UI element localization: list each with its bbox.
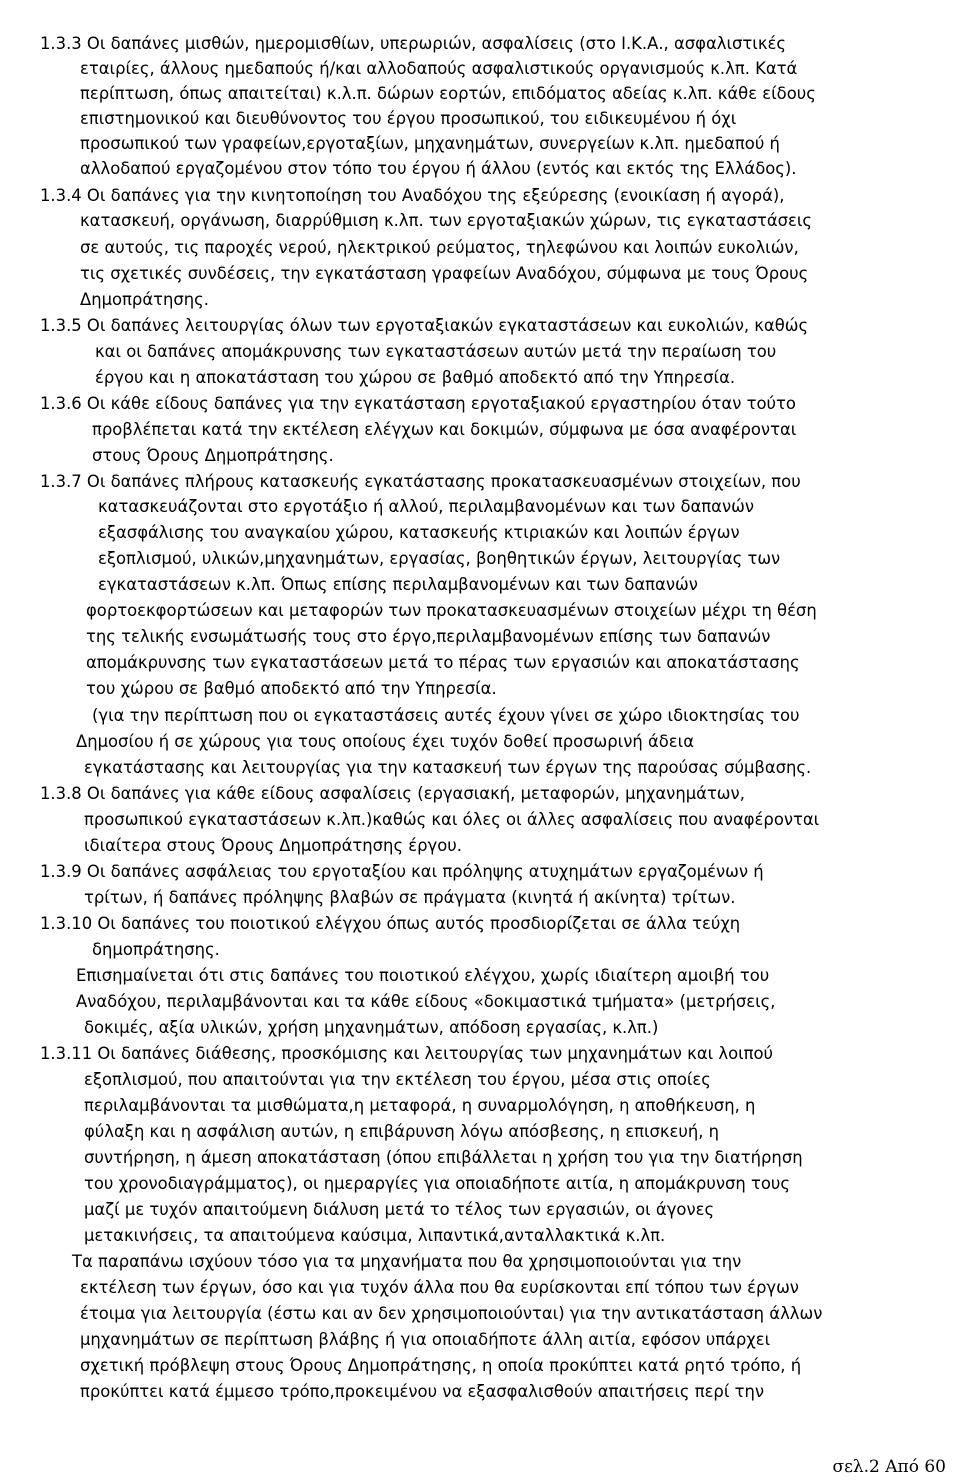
text-line: 1.3.8 Οι δαπάνες για κάθε είδους ασφαλίσεις (εργασιακή, μεταφορών, μηχανημάτων, bbox=[40, 784, 745, 803]
text-line: της τελικής ενσωμάτωσής τους στο έργο,περιλαμβανομένων επίσης των δαπανών bbox=[86, 627, 771, 646]
text-line: του χώρου σε βαθμό αποδεκτό από την Υπηρεσία. bbox=[86, 679, 497, 698]
text-line: Τα παραπάνω ισχύουν τόσο για τα μηχανήματα που θα χρησιμοποιούνται για την bbox=[72, 1252, 742, 1271]
text-line: σχετική πρόβλεψη στους Όρους Δημοπράτησης, η οποία προκύπτει κατά ρητό τρόπο, ή bbox=[80, 1356, 802, 1375]
text-line: Δημοσίου ή σε χώρους για τους οποίους έχει τυχόν δοθεί προσωρινή άδεια bbox=[76, 732, 695, 751]
text-line: επιστημονικού και διευθύνοντος του έργου προσωπικού, του ειδικευμένου ή όχι bbox=[80, 109, 737, 128]
text-line: κατασκευή, οργάνωση, διαρρύθμιση κ.λπ. των εργοταξιακών χώρων, τις εγκαταστάσεις bbox=[80, 211, 813, 230]
text-line: 1.3.10 Οι δαπάνες του ποιοτικού ελέγχου όπως αυτός προσδιορίζεται σε άλλα τεύχη bbox=[40, 914, 741, 933]
text-line: προβλέπεται κατά την εκτέλεση ελέγχων και δοκιμών, σύμφωνα με όσα αναφέρονται bbox=[92, 420, 797, 439]
text-line: του χρονοδιαγράμματος), οι ημεραργίες για οποιαδήποτε αιτία, η απομάκρυνση τους bbox=[84, 1174, 790, 1193]
text-line: μηχανημάτων σε περίπτωση βλάβης ή για οποιαδήποτε άλλη αιτία, εφόσον υπάρχει bbox=[80, 1330, 771, 1349]
text-line: προσωπικού εγκαταστάσεων κ.λπ.)καθώς και όλες οι άλλες ασφαλίσεις που αναφέρονται bbox=[84, 810, 820, 829]
text-line: 1.3.3 Οι δαπάνες μισθών, ημερομισθίων, υπερωριών, ασφαλίσεις (στο Ι.Κ.Α., ασφαλιστικές bbox=[40, 34, 786, 53]
text-line: περίπτωση, όπως απαιτείται) κ.λ.π. δώρων εορτών, επιδόματος αδείας κ.λπ. κάθε είδους bbox=[80, 84, 816, 103]
text-line: 1.3.5 Οι δαπάνες λειτουργίας όλων των εργοταξιακών εγκαταστάσεων και ευκολιών, καθώς bbox=[40, 316, 809, 335]
text-line: μετακινήσεις, τα απαιτούμενα καύσιμα, λιπαντικά,ανταλλακτικά κ.λπ. bbox=[84, 1226, 666, 1245]
text-line: έργου και η αποκατάσταση του χώρου σε βαθμό αποδεκτό από την Υπηρεσία. bbox=[95, 368, 736, 387]
text-line: εξοπλισμού, που απαιτούνται για την εκτέλεση του έργου, μέσα στις οποίες bbox=[84, 1070, 711, 1089]
text-line: ιδιαίτερα στους Όρους Δημοπράτησης έργου. bbox=[84, 836, 462, 855]
text-line: δοκιμές, αξία υλικών, χρήση μηχανημάτων, απόδοση εργασίας, κ.λπ.) bbox=[84, 1018, 659, 1037]
page-number-footer: σελ.2 Από 60 bbox=[832, 1457, 946, 1477]
text-line: Δημοπράτησης. bbox=[80, 290, 209, 309]
text-line: στους Όρους Δημοπράτησης. bbox=[92, 446, 334, 465]
text-line: εξασφάλισης του αναγκαίου χώρου, κατασκευής κτιριακών και λοιπών έργων bbox=[98, 523, 740, 542]
text-line: (για την περίπτωση που οι εγκαταστάσεις αυτές έχουν γίνει σε χώρο ιδιοκτησίας του bbox=[92, 706, 800, 725]
text-line: και οι δαπάνες απομάκρυνσης των εγκαταστάσεων αυτών μετά την περαίωση του bbox=[95, 342, 777, 361]
text-line: αλλοδαπού εργαζομένου στον τόπο του έργου ή άλλου (εντός και εκτός της Ελλάδος). bbox=[80, 159, 797, 178]
text-line: περιλαμβάνονται τα μισθώματα,η μεταφορά, η συναρμολόγηση, η αποθήκευση, η bbox=[84, 1096, 756, 1115]
text-line: 1.3.4 Οι δαπάνες για την κινητοποίηση του Αναδόχου της εξεύρεσης (ενοικίαση ή αγορά), bbox=[40, 186, 785, 205]
text-line: 1.3.9 Οι δαπάνες ασφάλειας του εργοταξίου και πρόληψης ατυχημάτων εργαζομένων ή bbox=[40, 862, 764, 881]
text-line: εκτέλεση των έργων, όσο και για τυχόν άλλα που θα ευρίσκονται επί τόπου των έργων bbox=[80, 1278, 799, 1297]
text-line: δημοπράτησης. bbox=[92, 940, 220, 959]
text-line: Αναδόχου, περιλαμβάνονται και τα κάθε είδους «δοκιμαστικά τμήματα» (μετρήσεις, bbox=[76, 992, 776, 1011]
text-line: εξοπλισμού, υλικών,μηχανημάτων, εργασίας, βοηθητικών έργων, λειτουργίας των bbox=[98, 549, 781, 568]
text-line: 1.3.7 Οι δαπάνες πλήρους κατασκευής εγκατάστασης προκατασκευασμένων στοιχείων, που bbox=[40, 472, 801, 491]
text-line: φύλαξη και η ασφάλιση αυτών, η επιβάρυνση λόγω απόσβεσης, η επισκευή, η bbox=[84, 1122, 720, 1141]
text-line: Επισημαίνεται ότι στις δαπάνες του ποιοτικού ελέγχου, χωρίς ιδιαίτερη αμοιβή του bbox=[76, 966, 770, 985]
text-line: φορτοεκφορτώσεων και μεταφορών των προκατασκευασμένων στοιχείων μέχρι τη θέση bbox=[86, 601, 817, 620]
text-line: 1.3.11 Οι δαπάνες διάθεσης, προσκόμισης και λειτουργίας των μηχανημάτων και λοιπού bbox=[40, 1044, 774, 1063]
text-line: εγκατάστασης και λειτουργίας για την κατασκευή των έργων της παρούσας σύμβασης. bbox=[84, 758, 812, 777]
text-line: εταιρίες, άλλους ημεδαπούς ή/και αλλοδαπούς ασφαλιστικούς οργανισμούς κ.λπ. Κατά bbox=[80, 59, 798, 78]
text-line: σε αυτούς, τις παροχές νερού, ηλεκτρικού ρεύματος, τηλεφώνου και λοιπών ευκολιών, bbox=[80, 238, 799, 257]
text-line: έτοιμα για λειτουργία (έστω και αν δεν χρησιμοποιούνται) για την αντικατάσταση άλλων bbox=[80, 1304, 823, 1323]
text-line: προσωπικού των γραφείων,εργοταξίων, μηχανημάτων, συνεργείων κ.λπ. ημεδαπού ή bbox=[80, 134, 780, 153]
text-line: μαζί με τυχόν απαιτούμενη διάλυση μετά το τέλος των εργασιών, οι άγονες bbox=[84, 1200, 715, 1219]
text-line: κατασκευάζονται στο εργοτάξιο ή αλλού, περιλαμβανομένων και των δαπανών bbox=[98, 497, 754, 516]
text-line: απομάκρυνσης των εγκαταστάσεων μετά το πέρας των εργασιών και αποκατάστασης bbox=[86, 653, 800, 672]
text-line: 1.3.6 Οι κάθε είδους δαπάνες για την εγκατάσταση εργοταξιακού εργαστηρίου όταν τούτο bbox=[40, 394, 796, 413]
text-line: εγκαταστάσεων κ.λπ. Όπως επίσης περιλαμβανομένων και των δαπανών bbox=[98, 575, 698, 594]
text-line: συντήρηση, η άμεση αποκατάσταση (όπου επιβάλλεται η χρήση του για την διατήρηση bbox=[84, 1148, 803, 1167]
text-line: τρίτων, ή δαπάνες πρόληψης βλαβών σε πράγματα (κινητά ή ακίνητα) τρίτων. bbox=[84, 888, 736, 907]
text-line: τις σχετικές συνδέσεις, την εγκατάσταση γραφείων Αναδόχου, σύμφωνα με τους Όρους bbox=[80, 264, 809, 283]
text-line: προκύπτει κατά έμμεσο τρόπο,προκειμένου να εξασφαλισθούν απαιτήσεις περί την bbox=[80, 1382, 765, 1401]
